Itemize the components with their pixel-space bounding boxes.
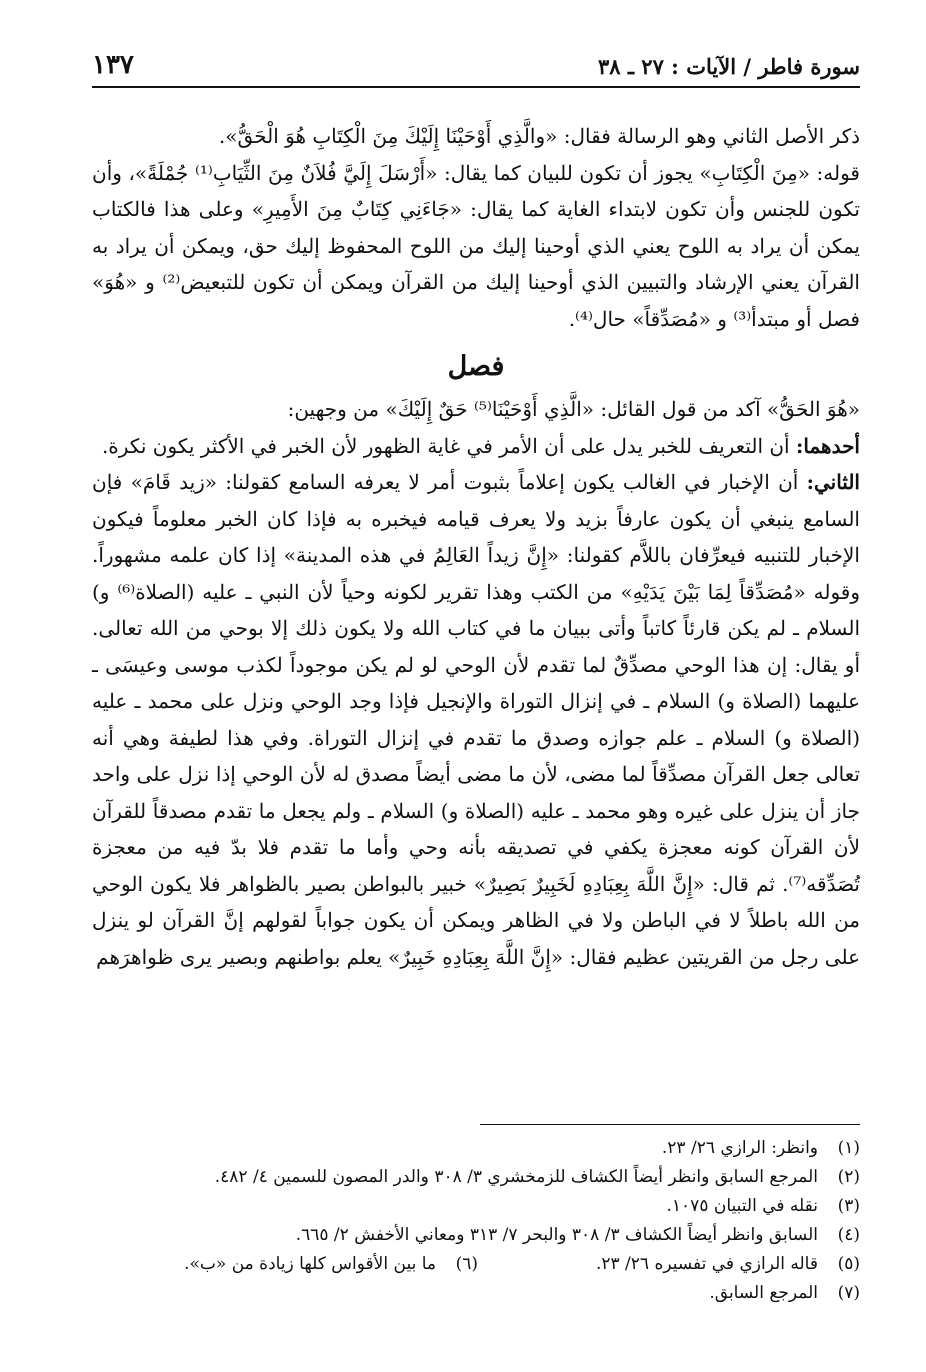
footnote-text: المرجع السابق. — [709, 1283, 818, 1303]
footnote-1 — [92, 1134, 860, 1163]
footnote-number: (١) — [837, 1138, 860, 1158]
page-number: ١٣٧ — [92, 50, 134, 80]
footnote-number: (٤) — [837, 1225, 860, 1245]
section-heading: فصل — [447, 351, 505, 382]
footnote-text: وانظر: الرازي ٢٦/ ٢٣. — [661, 1138, 818, 1158]
footnote-number: (٢) — [837, 1167, 860, 1187]
footnote-5-6 — [92, 1250, 860, 1279]
footnote-rule — [480, 1124, 860, 1125]
footnote-3 — [92, 1192, 860, 1221]
footnote-text: قاله الرازي في تفسيره ٢٦/ ٢٣. — [595, 1254, 818, 1274]
running-header — [92, 50, 860, 90]
paragraph-5 — [92, 464, 860, 975]
footnote-7 — [92, 1279, 860, 1308]
paragraph-5-term: الثاني: — [806, 470, 860, 494]
paragraph-5-text: أن الإخبار في الغالب يكون إعلاماً بثبوت أمر لا يعرفه السامع كقولنا: «زيد قَامَ» فإن السامع ينبغي أن يكون عارفاً بزيد ولا يعرف قيامه فيخبره به فإذا كان الخبر معلوماً فيكون الإخبار للتنبيه فيعرِّفان باللاَّم كقولنا: «إِنَّ زيداً العَالِمُ في هذه المدينة» إذا كان علمه مشهوراً. وقوله «مُصَدِّقاً لِمَا بَيْنَ يَدَيْهِ» من الكتب وهذا تقرير لكونه وحياً لأن النبي ـ عليه (الصلاة⁽⁶⁾ و) السلام ـ لم يكن قارئاً كاتباً وأتى ببيان ما في كتاب الله ولا يكون ذلك إلا بوحي من الله تعالى. أو يقال: إن هذا الوحي مصدِّقٌ لما تقدم لأن الوحي لو لم يكن موجوداً لكذب موسى وعيسَى ـ عليهما (الصلاة و) السلام ـ في إنزال التوراة والإنجيل فإذا وجد الوحي ونزل على محمد ـ عليه (الصلاة و) السلام ـ علم جوازه وصدق ما تقدم في إنزال التوراة. وفي هذا لطيفة وهي أنه تعالى جعل القرآن مصدِّقاً لما مضى، لأن ما مضى أيضاً مصدق له لأن الوحي إذا نزل على واحد جاز أن ينزل على غيره وهو محمد ـ عليه (الصلاة و) السلام ـ ولم يجعل ما تقدم مصدقاً للقرآن لأن القرآن كونه معجزة يكفي في تصديقه بأنه وحي وأما ما تقدم فلا بدّ فيه من معجزة تُصَدِّقه⁽⁷⁾. ثم قال: «إِنَّ اللَّهَ بِعِبَادِهِ لَخَبِيرٌ بَصِيرٌ» خبير بالبواطن بصير بالظواهر فلا يكون الوحي من الله باطلاً لا في الباطن ولا في الظاهر ويمكن أن يكون جواباً لقولهم إنَّ القرآن لو ينزل على رجل من القريتين عظيم فقال: «إِنَّ اللَّهَ بِعِبَادِهِ خَبِيرٌ» يعلم بواطنهم وبصير يرى ظواهرَهم — [92, 470, 860, 969]
paragraph-4-term: أحدهما: — [795, 433, 860, 458]
footnote-number: (٥) — [837, 1254, 860, 1274]
footnote-text: ما بين الأقواس كلها زيادة من «ب». — [184, 1254, 436, 1274]
footnotes — [92, 1134, 860, 1308]
footnote-text: نقله في التبيان ١٠٧٥. — [666, 1196, 818, 1216]
footnote-number: (٣) — [837, 1196, 860, 1216]
footnote-4 — [92, 1221, 860, 1250]
body-text — [92, 118, 860, 975]
paragraph-4 — [92, 428, 860, 465]
running-header-title: سورة فاطر / الآيات : ٢٧ ـ ٣٨ — [597, 54, 860, 79]
paragraph-3: «هُوَ الحَقُّ» آكد من قول القائل: «الَّذِي أَوْحَيْنَا⁽⁵⁾ حَقٌ إِلَيْكَ» من وجهين: — [287, 397, 860, 421]
header-rule — [92, 86, 860, 88]
footnote-text: السابق وانظر أيضاً الكشاف ٣/ ٣٠٨ والبحر ٧/ ٣١٣ ومعاني الأخفش ٢/ ٦٦٥. — [295, 1225, 818, 1245]
footnote-number: (٧) — [837, 1283, 860, 1303]
paragraph-4-text: أن التعريف للخبر يدل على أن الأمر في غاية الظهور لأن الخبر في الأكثر يكون نكرة. — [101, 433, 796, 458]
footnote-text: المرجع السابق وانظر أيضاً الكشاف للزمخشري ٣/ ٣٠٨ والدر المصون للسمين ٤/ ٤٨٢. — [214, 1167, 818, 1187]
paragraph-2: قوله: «مِنَ الْكِتَابِ» يجوز أن تكون للبيان كما يقال: «أَرْسَلَ إِلَيَّ فُلاَنٌ مِنَ الثِّيَابِ⁽¹⁾ جُمْلَةً»، وأن تكون للجنس وأن تكون لابتداء الغاية كما يقال: «جَاءَنِي كِتَابٌ مِنَ الأَمِيرِ» وعلى هذا فالكتاب يمكن أن يراد به اللوح يعني الذي أوحينا إليك من اللوح المحفوظ إليك حق، ويمكن أن يراد به القرآن يعني الإرشاد والتبيين الذي أوحينا إليك من القرآن ويمكن أن تكون للتبعيض⁽²⁾ و «هُوَ» فصل أو مبتدأ⁽³⁾ و «مُصَدِّقاً» حال⁽⁴⁾. — [92, 160, 860, 331]
footnote-2 — [92, 1163, 860, 1192]
paragraph-1: ذكر الأصل الثاني وهو الرسالة فقال: «والَّذِي أَوْحَيْنَا إِلَيْكَ مِنَ الْكِتَابِ هُوَ الْحَقُّ». — [218, 124, 860, 148]
footnote-number: (٦) — [455, 1254, 478, 1274]
